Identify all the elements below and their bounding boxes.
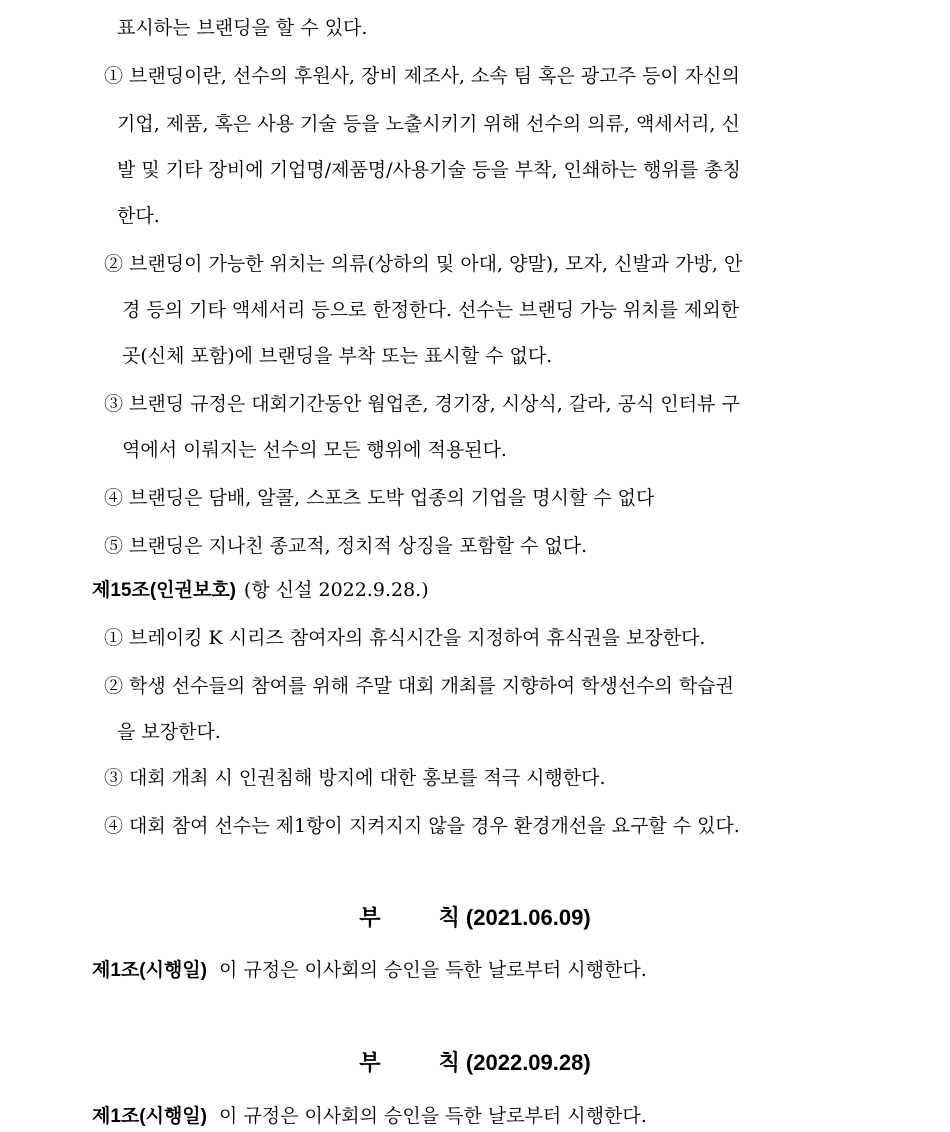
appendix-1-article	[92, 956, 647, 984]
branding-item-2-line-1: ② 브랜딩이 가능한 위치는 의류(상하의 및 아대, 양말), 모자, 신발과 가방, 안	[104, 253, 743, 275]
branding-item-1-line-3: 발 및 기타 장비에 기업명/제품명/사용기술 등을 부착, 인쇄하는 행위를 총칭	[117, 159, 741, 181]
appendix-2-title	[0, 1048, 950, 1078]
branding-item-1-line-2: 기업, 제품, 혹은 사용 기술 등을 노출시키기 위해 선수의 의류, 액세서리, 신	[117, 113, 740, 135]
branding-item-3-line-1: ③ 브랜딩 규정은 대회기간동안 웜업존, 경기장, 시상식, 갈라, 공식 인터뷰 구	[104, 393, 740, 415]
appendix-1-article-heading: 제1조(시행일)	[92, 960, 207, 981]
appendix-2-article	[92, 1102, 647, 1130]
branding-item-5: ⑤ 브랜딩은 지나친 종교적, 정치적 상징을 포함할 수 없다.	[104, 535, 588, 557]
intro-line: 표시하는 브랜딩을 할 수 있다.	[117, 17, 368, 39]
article-15-item-2-line-1: ② 학생 선수들의 참여를 위해 주말 대회 개최를 지향하여 학생선수의 학습권	[104, 675, 735, 697]
article-15-heading-row	[92, 576, 429, 604]
appendix-1-title-left: 부	[359, 905, 381, 930]
branding-item-3-line-2: 역에서 이뤄지는 선수의 모든 행위에 적용된다.	[122, 439, 507, 461]
appendix-1-title-right: 칙 (2021.06.09)	[438, 905, 591, 930]
branding-item-1-line-4: 한다.	[117, 205, 160, 227]
branding-item-1-line-1: ① 브랜딩이란, 선수의 후원사, 장비 제조사, 소속 팀 혹은 광고주 등이 자신의	[104, 65, 740, 87]
branding-item-2-line-3: 곳(신체 포함)에 브랜딩을 부착 또는 표시할 수 없다.	[122, 345, 553, 367]
article-15-heading: 제15조(인권보호)	[92, 580, 236, 601]
branding-item-4: ④ 브랜딩은 담배, 알콜, 스포츠 도박 업종의 기업을 명시할 수 없다	[104, 487, 655, 509]
appendix-1-title	[0, 903, 950, 933]
article-15-item-3: ③ 대회 개최 시 인권침해 방지에 대한 홍보를 적극 시행한다.	[104, 767, 606, 789]
appendix-2-article-heading: 제1조(시행일)	[92, 1106, 207, 1127]
article-15-amendment-note: (항 신설 2022.9.28.)	[243, 579, 429, 601]
branding-item-2-line-2: 경 등의 기타 액세서리 등으로 한정한다. 선수는 브랜딩 가능 위치를 제외한	[122, 299, 740, 321]
appendix-1-article-text: 이 규정은 이사회의 승인을 득한 날로부터 시행한다.	[219, 959, 647, 981]
appendix-2-title-right: 칙 (2022.09.28)	[438, 1050, 591, 1075]
article-15-item-1: ① 브레이킹 K 시리즈 참여자의 휴식시간을 지정하여 휴식권을 보장한다.	[104, 627, 706, 649]
article-15-item-2-line-2: 을 보장한다.	[117, 721, 221, 743]
appendix-2-title-left: 부	[359, 1050, 381, 1075]
appendix-2-article-text: 이 규정은 이사회의 승인을 득한 날로부터 시행한다.	[219, 1105, 647, 1127]
article-15-item-4: ④ 대회 참여 선수는 제1항이 지켜지지 않을 경우 환경개선을 요구할 수 있다.	[104, 815, 740, 837]
